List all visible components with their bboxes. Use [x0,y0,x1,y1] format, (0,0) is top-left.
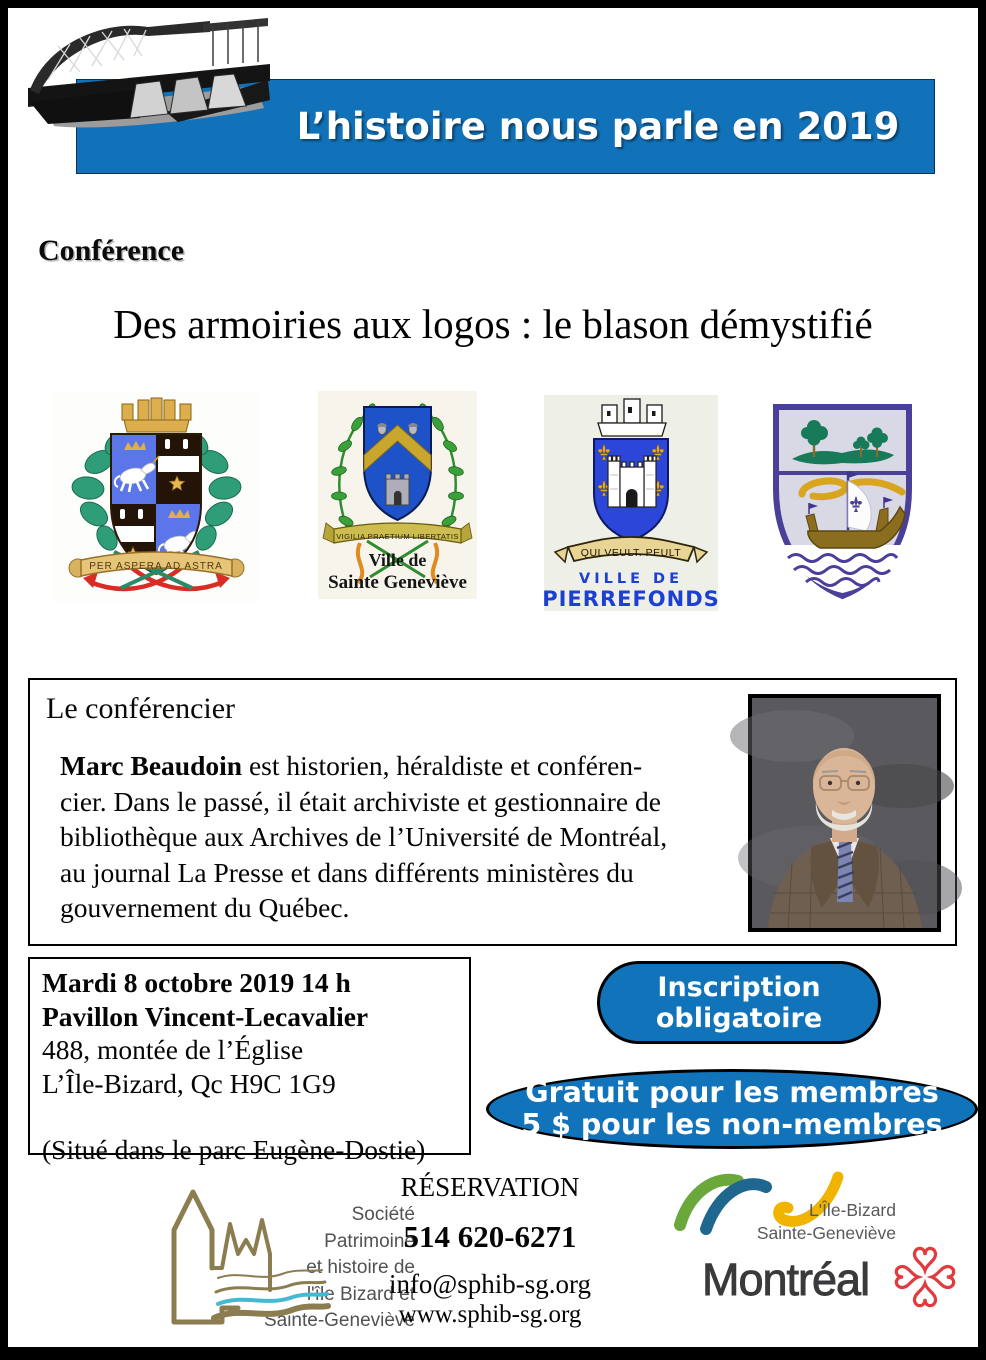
bio-line: est historien, héraldiste et conféren- [242,750,643,781]
price-line2: 5 $ pour les non-membres [521,1108,943,1141]
event-venue: Pavillon Vincent-Lecavalier [42,1000,369,1032]
page-title: Des armoiries aux logos : le blason démystifié [113,301,873,347]
crest-caption-line2: Sainte Geneviève [328,572,467,593]
bio-line: cier. Dans le passé, il était archiviste et gestionnaire de [60,785,661,817]
event-datetime: Mardi 8 octobre 2019 14 h [42,967,351,998]
society-name: Société Patrimoine et histoire de l'île Bizard et Sainte-Geneviève [263,1204,415,1331]
motto-text: PER ASPERA AD ASTRA [89,561,223,572]
price-badge [486,1069,978,1149]
motto-text: VIGILIA PRAETIUM LIBERTATIS [336,532,459,541]
society-church-icon [160,1170,330,1332]
borough-name-line1: L'Île-Bizard [809,1200,896,1220]
crest-caption-line1: Ville de [368,550,427,570]
event-note: (Situé dans le parc Eugène-Dostie) [42,1134,426,1165]
montreal-wordmark: Montréal [702,1254,870,1305]
conference-label: Conférence [38,234,185,267]
spacer [42,1100,457,1133]
montreal-rosette-icon [896,1248,953,1305]
motto-text: QUI VEULT. PEULT [580,547,682,559]
speaker-section [28,678,957,946]
crest-ile-bizard-shield [764,397,921,608]
event-details [28,957,471,1165]
bio-line: gouvernement du Québec. [60,892,350,923]
crest-caption-line2: PIERREFONDS [542,587,720,611]
speaker-bio [60,748,667,926]
inscription-line2: obligatoire [655,1002,823,1034]
inscription-line1: Inscription [657,971,821,1003]
crest-ville-de-sainte-genevieve [318,391,477,599]
price-line1: Gratuit pour les membres [525,1076,939,1109]
borough-name-line2: Sainte-Geneviève [756,1223,896,1243]
mural-crown [598,399,666,436]
bridge-photo [18,14,283,136]
reservation-email: info@sphib-sg.org [388,1269,592,1299]
tower [386,474,409,505]
castle [608,456,656,507]
banner-title: L’histoire nous parle en 2019 [296,105,900,148]
crest-ville-de-pierrefonds [544,395,718,611]
reservation-website: www.sphib-sg.org [398,1301,582,1328]
inscription-badge [597,961,881,1044]
speaker-photo [748,694,941,932]
reservation-label: RÉSERVATION [400,1172,580,1202]
montreal-borough-logo [652,1163,964,1315]
speaker-heading: Le conférencier [46,692,236,725]
crest-ile-bizard-armoiries [53,392,260,602]
crest-caption-line1: VILLE DE [579,571,683,587]
event-address: 488, montée de l’Église [42,1034,304,1065]
reservation-block [345,1172,635,1329]
speaker-name: Marc Beaudoin [60,750,243,781]
bio-line: au journal La Presse et dans différents ministères du [60,856,634,888]
event-city: L’Île-Bizard, Qc H9C 1G9 [42,1067,336,1099]
reservation-phone: 514 620-6271 [403,1219,577,1254]
bio-line: bibliothèque aux Archives de l’Université de Montréal, [60,821,668,852]
